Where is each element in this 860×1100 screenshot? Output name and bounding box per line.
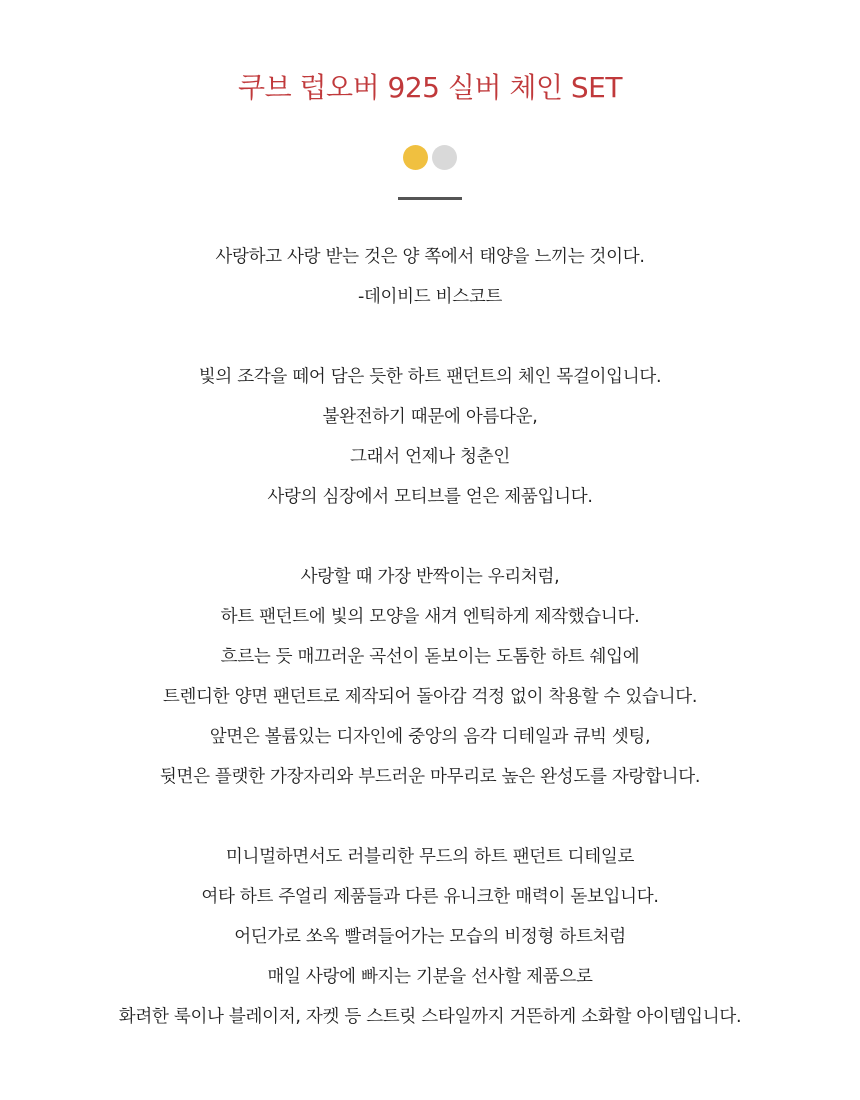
description-paragraph-details xyxy=(0,557,860,797)
title-divider xyxy=(398,197,462,200)
description-line: -데이비드 비스코트 xyxy=(357,287,503,307)
description-line: 사랑할 때 가장 반짝이는 우리처럼, xyxy=(300,567,560,587)
description-line: 앞면은 볼륨있는 디자인에 중앙의 음각 디테일과 큐빅 셋팅, xyxy=(209,727,651,747)
description-line: 미니멀하면서도 러블리한 무드의 하트 팬던트 디테일로 xyxy=(225,847,635,867)
color-swatch-group xyxy=(0,145,860,170)
description-line: 트렌디한 양면 팬던트로 제작되어 돌아감 걱정 없이 착용할 수 있습니다. xyxy=(162,687,698,707)
description-paragraph-intro xyxy=(0,357,860,517)
color-swatch-gold[interactable] xyxy=(403,145,428,170)
color-swatch-silver[interactable] xyxy=(432,145,457,170)
description-line: 사랑하고 사랑 받는 것은 양 쪽에서 태양을 느끼는 것이다. xyxy=(215,247,645,267)
product-description xyxy=(0,237,860,1037)
description-paragraph-styling xyxy=(0,837,860,1037)
description-line: 빛의 조각을 떼어 담은 듯한 하트 팬던트의 체인 목걸이입니다. xyxy=(198,367,662,387)
description-line: 매일 사랑에 빠지는 기분을 선사할 제품으로 xyxy=(267,967,593,987)
product-title: 쿠브 럽오버 925 실버 체인 SET xyxy=(238,71,622,104)
description-line: 흐르는 듯 매끄러운 곡선이 돋보이는 도톰한 하트 쉐입에 xyxy=(220,647,640,667)
description-line: 뒷면은 플랫한 가장자리와 부드러운 마무리로 높은 완성도를 자랑합니다. xyxy=(159,767,701,787)
description-line: 하트 팬던트에 빛의 모양을 새겨 엔틱하게 제작했습니다. xyxy=(220,607,640,627)
description-line: 사랑의 심장에서 모티브를 얻은 제품입니다. xyxy=(267,487,593,507)
description-line: 여타 하트 주얼리 제품들과 다른 유니크한 매력이 돋보입니다. xyxy=(201,887,659,907)
description-line: 화려한 룩이나 블레이저, 자켓 등 스트릿 스타일까지 거뜬하게 소화할 아이템입니다. xyxy=(118,1007,742,1027)
description-paragraph-quote xyxy=(0,237,860,317)
description-line: 불완전하기 때문에 아름다운, xyxy=(322,407,538,427)
description-line: 어딘가로 쏘옥 빨려들어가는 모습의 비정형 하트처럼 xyxy=(234,927,626,947)
description-line: 그래서 언제나 청춘인 xyxy=(350,447,510,467)
